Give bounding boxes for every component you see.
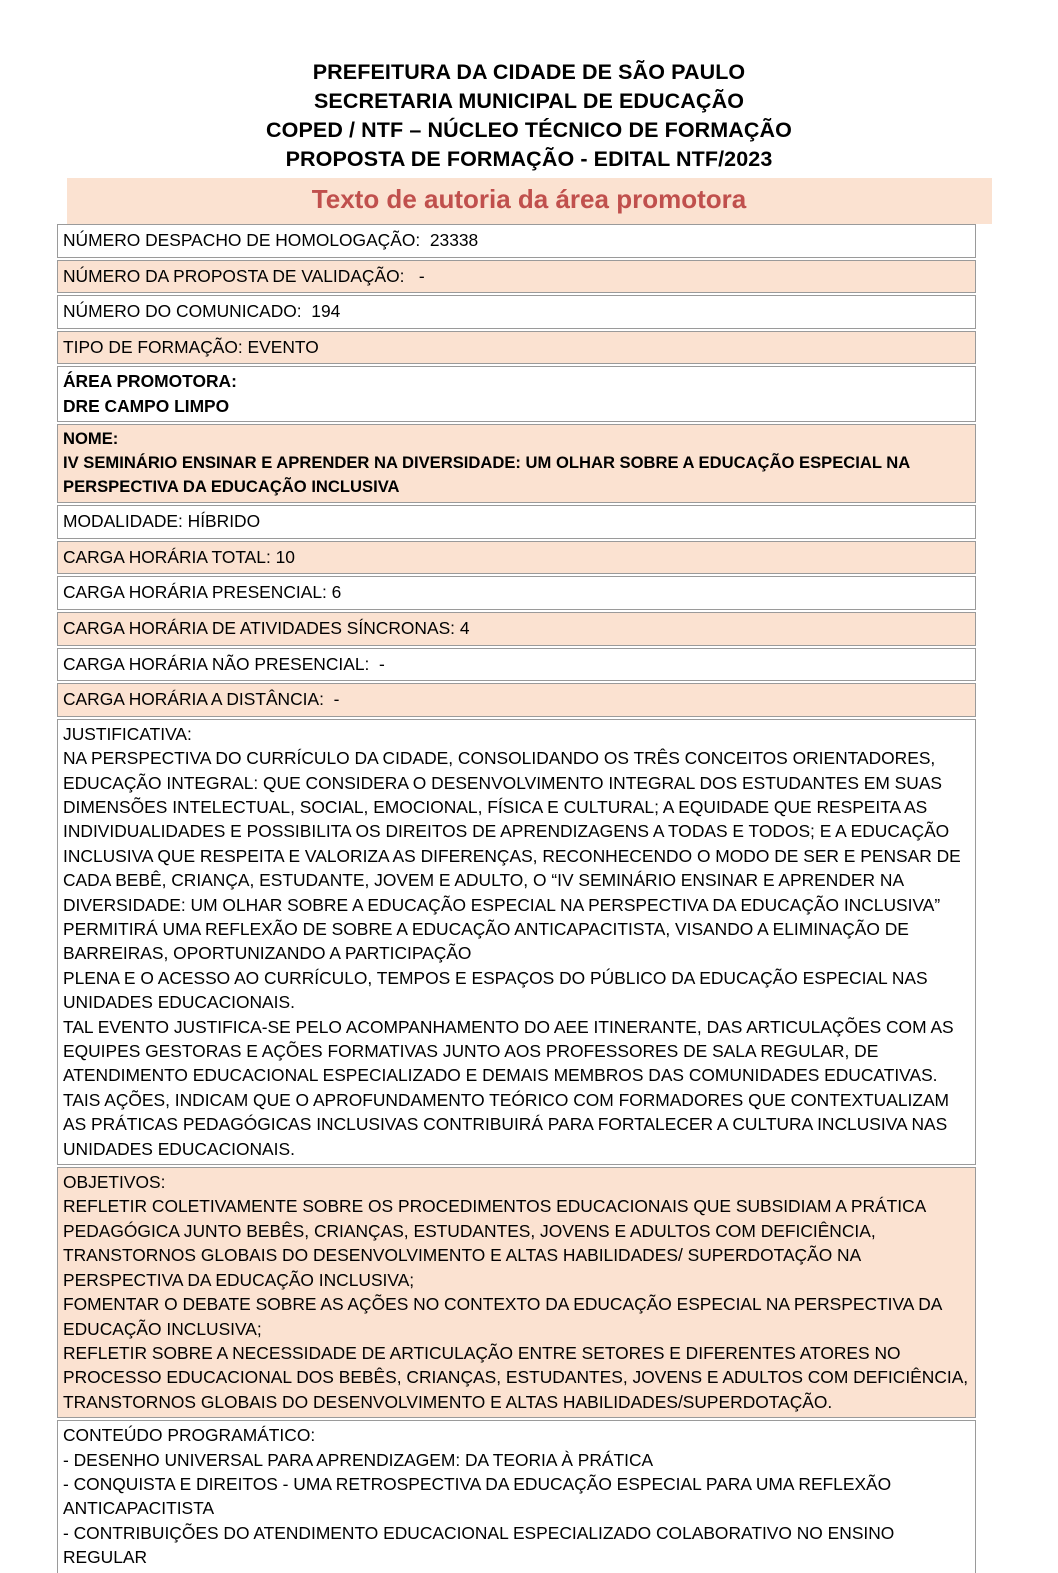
form-row-objetivos-line-4: REFLETIR SOBRE A NECESSIDADE DE ARTICULAÇÃO ENTRE SETORES E DIFERENTES ATORES NO PROCESSO EDUCACIONAL DOS BEBÊS, CRIANÇAS, ESTUDANTES, JOVENS E ADULTOS COM DEFICIÊNCIA, TRANSTORNOS GLOBAIS DO DESENVOLVIMENTO E ALTAS HABILIDADES/SUPERDOTAÇÃO. — [63, 1342, 973, 1412]
form-row-carga-horaria-atividades-sincronas — [57, 612, 976, 646]
form-row-objetivos-line-1: OBJETIVOS: — [63, 1172, 166, 1193]
form-row-justificativa-line-2: NA PERSPECTIVA DO CURRÍCULO DA CIDADE, CONSOLIDANDO OS TRÊS CONCEITOS ORIENTADORES, EDUCAÇÃO INTEGRAL: QUE CONSIDERA O DESENVOLVIMENTO INTEGRAL DOS ESTUDANTES EM SUAS DIMENSÕES INTELECTUAL, SOCIAL, EMOCIONAL, FÍSICA E CULTURAL; A EQUIDADE QUE RESPEITA AS INDIVIDUALIDADES E POSSIBILITA OS DIREITOS DE APRENDIZAGENS A TODAS E TODOS; E A EDUCAÇÃO INCLUSIVA QUE RESPEITA E VALORIZA AS DIFERENÇAS, RECONHECENDO O MODO DE SER E PENSAR DE CADA BEBÊ, CRIANÇA, ESTUDANTE, JOVEM E ADULTO, O “IV SEMINÁRIO ENSINAR E APRENDER NA DIVERSIDADE: UM OLHAR SOBRE A EDUCAÇÃO ESPECIAL NA PERSPECTIVA DA EDUCAÇÃO INCLUSIVA” PERMITIRÁ UMA REFLEXÃO DE SOBRE A EDUCAÇÃO ANTICAPACITISTA, VISANDO A ELIMINAÇÃO DE BARREIRAS, OPORTUNIZANDO A PARTICIPAÇÃO — [63, 748, 966, 964]
form-row-numero-proposta-validacao — [57, 260, 976, 294]
form-row-area-promotora-line-1: ÁREA PROMOTORA: — [63, 371, 237, 392]
form-row-numero-despacho-homologacao — [57, 224, 976, 258]
form-row-objetivos-line-3: FOMENTAR O DEBATE SOBRE AS AÇÕES NO CONTEXTO DA EDUCAÇÃO ESPECIAL NA PERSPECTIVA DA EDUCAÇÃO INCLUSIVA; — [63, 1294, 947, 1339]
form-row-conteudo-programatico-line-3: - CONQUISTA E DIREITOS - UMA RETROSPECTIVA DA EDUCAÇÃO ESPECIAL PARA UMA REFLEXÃO ANTICAPACITISTA — [63, 1473, 896, 1519]
form-row-conteudo-programatico — [57, 1420, 976, 1572]
form-row-nome-line-2: IV SEMINÁRIO ENSINAR E APRENDER NA DIVERSIDADE: UM OLHAR SOBRE A EDUCAÇÃO ESPECIAL NA PERSPECTIVA DA EDUCAÇÃO INCLUSIVA — [63, 453, 915, 497]
form-row-modalidade-line-1: MODALIDADE: HÍBRIDO — [63, 511, 261, 532]
form-row-numero-proposta-validacao-line-1: NÚMERO DA PROPOSTA DE VALIDAÇÃO: - — [63, 265, 425, 286]
form-row-area-promotora-line-2: DRE CAMPO LIMPO — [63, 395, 230, 416]
form-row-carga-horaria-total-line-1: CARGA HORÁRIA TOTAL: 10 — [63, 546, 295, 567]
banner-title: Texto de autoria da área promotora — [311, 184, 747, 214]
form-row-objetivos — [57, 1167, 976, 1418]
form-row-numero-comunicado-line-1: NÚMERO DO COMUNICADO: 194 — [63, 301, 341, 322]
form-row-carga-horaria-nao-presencial-line-1: CARGA HORÁRIA NÃO PRESENCIAL: - — [63, 653, 385, 674]
form-row-justificativa-line-4: TAL EVENTO JUSTIFICA-SE PELO ACOMPANHAMENTO DO AEE ITINERANTE, DAS ARTICULAÇÕES COM AS EQUIPES GESTORAS E AÇÕES FORMATIVAS JUNTO AOS PROFESSORES DE SALA REGULAR, DE ATENDIMENTO EDUCACIONAL ESPECIALIZADO E DEMAIS MEMBROS DAS COMUNIDADES EDUCATIVAS. TAIS AÇÕES, INDICAM QUE O APROFUNDAMENTO TEÓRICO COM FORMADORES QUE CONTEXTUALIZAM AS PRÁTICAS PEDAGÓGICAS INCLUSIVAS CONTRIBUIRÁ PARA FORTALECER A CULTURA INCLUSIVA NAS UNIDADES EDUCACIONAIS. — [63, 1016, 959, 1159]
form-row-carga-horaria-presencial — [57, 576, 976, 610]
form-row-numero-comunicado — [57, 295, 976, 329]
header-line-3: COPED / NTF – NÚCLEO TÉCNICO DE FORMAÇÃO — [266, 118, 792, 142]
form-row-conteudo-programatico-line-2: - DESENHO UNIVERSAL PARA APRENDIZAGEM: DA TEORIA À PRÁTICA — [63, 1449, 654, 1470]
form-row-carga-horaria-presencial-line-1: CARGA HORÁRIA PRESENCIAL: 6 — [63, 582, 342, 603]
form-row-justificativa — [57, 719, 976, 1165]
form-row-carga-horaria-atividades-sincronas-line-1: CARGA HORÁRIA DE ATIVIDADES SÍNCRONAS: 4 — [63, 617, 470, 638]
form-row-carga-horaria-a-distancia — [57, 683, 976, 717]
document-header — [0, 0, 1058, 174]
header-line-1: PREFEITURA DA CIDADE DE SÃO PAULO — [312, 60, 746, 84]
header-line-4: PROPOSTA DE FORMAÇÃO - EDITAL NTF/2023 — [285, 147, 773, 171]
form-table — [57, 224, 976, 1573]
form-row-carga-horaria-nao-presencial — [57, 648, 976, 682]
form-row-area-promotora — [57, 366, 976, 422]
form-row-objetivos-line-2: REFLETIR COLETIVAMENTE SOBRE OS PROCEDIMENTOS EDUCACIONAIS QUE SUBSIDIAM A PRÁTICA PEDAGÓGICA JUNTO BEBÊS, CRIANÇAS, ESTUDANTES, JOVENS E ADULTOS COM DEFICIÊNCIA, TRANSTORNOS GLOBAIS DO DESENVOLVIMENTO E ALTAS HABILIDADES/ SUPERDOTAÇÃO NA PERSPECTIVA DA EDUCAÇÃO INCLUSIVA; — [63, 1196, 931, 1290]
form-row-nome-line-1: NOME: — [63, 429, 119, 449]
form-row-justificativa-line-3: PLENA E O ACESSO AO CURRÍCULO, TEMPOS E ESPAÇOS DO PÚBLICO DA EDUCAÇÃO ESPECIAL NAS UNIDADES EDUCACIONAIS. — [63, 967, 933, 1013]
form-row-nome — [57, 424, 976, 503]
form-row-tipo-de-formacao-line-1: TIPO DE FORMAÇÃO: EVENTO — [63, 336, 319, 357]
form-row-carga-horaria-a-distancia-line-1: CARGA HORÁRIA A DISTÂNCIA: - — [63, 689, 340, 710]
form-row-modalidade — [57, 505, 976, 539]
form-row-carga-horaria-total — [57, 541, 976, 575]
form-row-conteudo-programatico-line-4: - CONTRIBUIÇÕES DO ATENDIMENTO EDUCACIONAL ESPECIALIZADO COLABORATIVO NO ENSINO REGULAR — [63, 1522, 900, 1568]
form-row-tipo-de-formacao — [57, 331, 976, 365]
form-row-conteudo-programatico-line-1: CONTEÚDO PROGRAMÁTICO: — [63, 1425, 316, 1446]
section-banner — [67, 178, 992, 224]
form-row-numero-despacho-homologacao-line-1: NÚMERO DESPACHO DE HOMOLOGAÇÃO: 23338 — [63, 230, 479, 250]
header-line-2: SECRETARIA MUNICIPAL DE EDUCAÇÃO — [313, 89, 745, 113]
form-row-justificativa-line-1: JUSTIFICATIVA: — [63, 723, 192, 744]
